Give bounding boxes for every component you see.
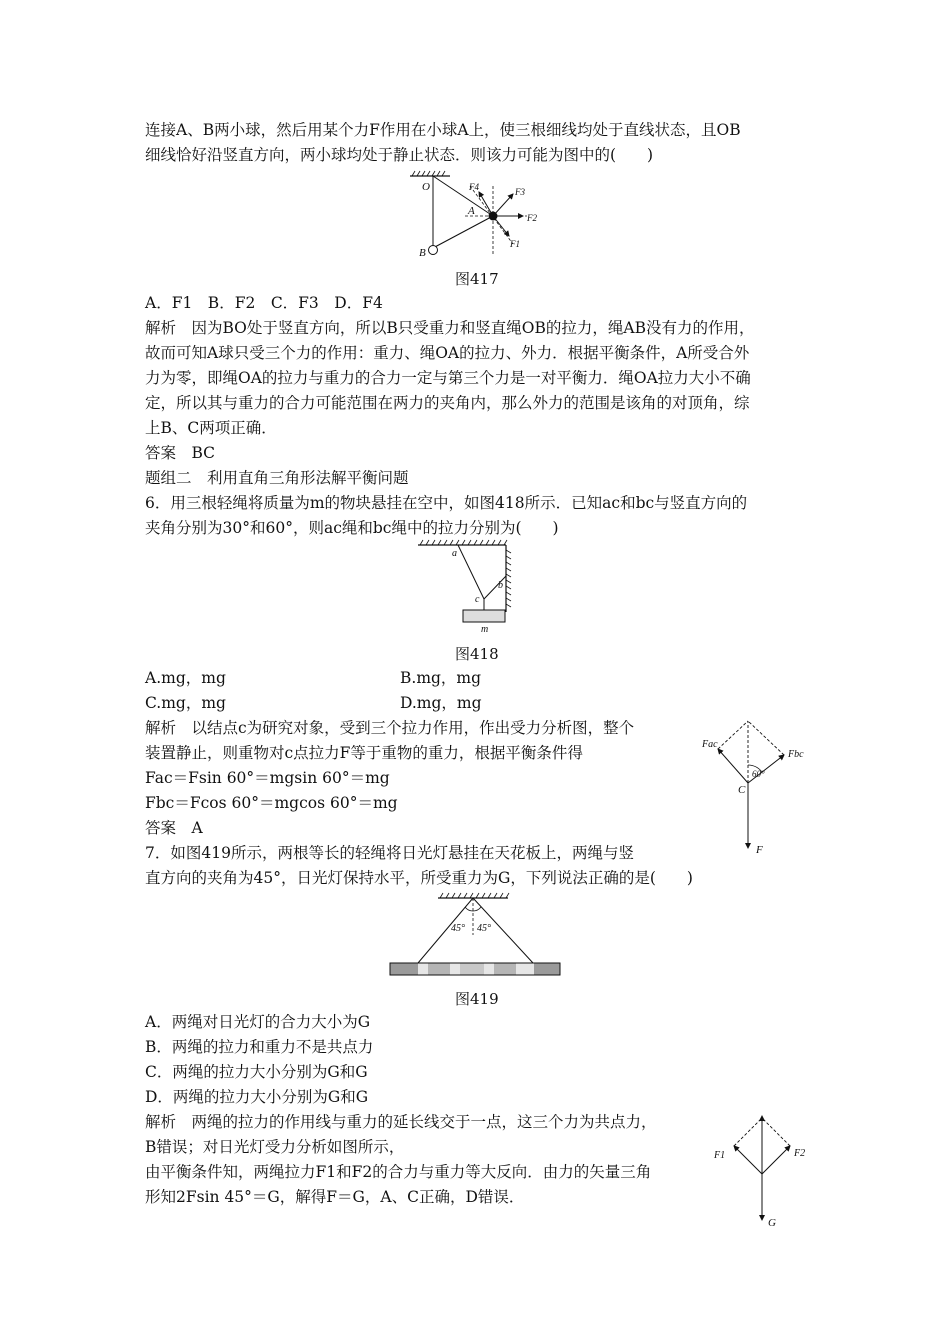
q7-analysis-line-1: 解析 两绳的拉力的作用线与重力的延长线交于一点，这三个力为共点力， xyxy=(145,1113,657,1131)
figure-418-caption: 图418 xyxy=(455,645,499,663)
q7-stem-line-2: 直方向的夹角为45°，日光灯保持水平，所受重力为G，下列说法正确的是( ) xyxy=(145,869,693,887)
label-a: A xyxy=(468,205,475,217)
q7-option-d: D．两绳的拉力大小分别为G和G xyxy=(145,1088,369,1106)
q6-analysis-line-4: Fbc＝Fcos 60°＝mgcos 60°＝mg xyxy=(145,794,398,812)
label-f4: F4 xyxy=(469,182,479,192)
q7-option-b: B．两绳的拉力和重力不是共点力 xyxy=(145,1038,374,1056)
figure-418 xyxy=(418,540,518,635)
svg-text:60°: 60° xyxy=(752,769,765,779)
q6-option-a: A.mg，mg xyxy=(145,669,226,687)
q5-analysis-line-1: 解析 因为BO处于竖直方向，所以B只受重力和竖直绳OB的拉力，绳AB没有力的作用， xyxy=(145,319,755,337)
figure-419 xyxy=(388,893,563,983)
figure-419-caption: 图419 xyxy=(455,990,499,1008)
svg-text:F1: F1 xyxy=(714,1150,726,1161)
q6-analysis-line-3: Fac＝Fsin 60°＝mgsin 60°＝mg xyxy=(145,769,390,787)
label-f1: F1 xyxy=(510,239,520,249)
force-f4 xyxy=(479,192,493,216)
q5-analysis-line-4: 定，所以其与重力的合力可能范围在两力的夹角内，那么外力的范围是该角的对顶角，综 xyxy=(145,394,750,412)
q5-stem-line-1: 连接A、B两小球，然后用某个力F作用在小球A上，使三根细线均处于直线状态，且OB xyxy=(145,121,741,139)
q7-analysis-line-2: B错误；对日光灯受力分析如图所示， xyxy=(145,1138,405,1156)
figure-q7-force-diagram xyxy=(712,1110,822,1230)
q6-option-b: B.mg，mg xyxy=(400,669,482,687)
label-b: B xyxy=(419,247,426,259)
rope-ac xyxy=(458,545,484,599)
block-m xyxy=(463,610,505,622)
q5-analysis-line-2: 故而可知A球只受三个力的作用：重力、绳OA的拉力、外力．根据平衡条件，A所受合外 xyxy=(145,344,750,362)
q5-analysis-line-5: 上B、C两项正确． xyxy=(145,419,277,437)
svg-text:a: a xyxy=(452,548,457,559)
ball-b xyxy=(429,246,438,255)
label-f2: F2 xyxy=(527,213,537,223)
svg-text:45°: 45° xyxy=(477,923,491,934)
svg-text:m: m xyxy=(481,624,489,635)
string-oa xyxy=(433,176,493,216)
svg-text:Fbc: Fbc xyxy=(788,749,804,760)
svg-text:G: G xyxy=(768,1217,776,1229)
string-ab xyxy=(433,216,493,248)
svg-text:c: c xyxy=(475,594,480,605)
svg-text:F2: F2 xyxy=(794,1148,806,1159)
svg-text:C: C xyxy=(738,784,746,796)
q7-analysis-line-3: 由平衡条件知，两绳拉力F1和F2的合力与重力等大反向．由力的矢量三角 xyxy=(145,1163,652,1181)
label-o: O xyxy=(422,181,430,193)
q5-analysis-line-3: 力为零，即绳OA的拉力与重力的合力一定与第三个力是一对平衡力．绳OA拉力大小不确 xyxy=(145,369,751,387)
q6-stem-line-1: 6．用三根轻绳将质量为m的物块悬挂在空中，如图418所示．已知ac和bc与竖直方向的 xyxy=(145,494,748,512)
q6-option-c: C.mg，mg xyxy=(145,694,226,712)
q5-options: A．F1 B．F2 C．F3 D．F4 xyxy=(145,294,383,312)
q6-option-d: D.mg，mg xyxy=(400,694,482,712)
group-title: 题组二 利用直角三角形法解平衡问题 xyxy=(145,469,409,487)
q6-analysis-line-1: 解析 以结点c为研究对象，受到三个拉力作用，作出受力分析图，整个 xyxy=(145,719,635,737)
label-f3: F3 xyxy=(515,187,525,197)
force-f1 xyxy=(493,216,509,236)
q7-stem-line-1: 7．如图419所示，两根等长的轻绳将日光灯悬挂在天花板上，两绳与竖 xyxy=(145,844,634,862)
q5-answer: 答案 BC xyxy=(145,444,216,462)
figure-q6-force-diagram xyxy=(700,715,810,855)
svg-text:Fac: Fac xyxy=(702,739,718,750)
q5-stem-line-2: 细线恰好沿竖直方向，两小球均处于静止状态．则该力可能为图中的( ) xyxy=(145,146,654,164)
q6-answer: 答案 A xyxy=(145,819,203,837)
svg-text:45°: 45° xyxy=(451,923,465,934)
q6-analysis-line-2: 装置静止，则重物对c点拉力F等于重物的重力，根据平衡条件得 xyxy=(145,744,583,762)
svg-text:b: b xyxy=(498,580,503,591)
q7-option-a: A．两绳对日光灯的合力大小为G xyxy=(145,1013,371,1031)
q6-stem-line-2: 夹角分别为30°和60°，则ac绳和bc绳中的拉力分别为( ) xyxy=(145,519,559,537)
figure-417 xyxy=(395,170,555,265)
figure-417-caption: 图417 xyxy=(455,270,499,288)
q7-analysis-line-4: 形知2Fsin 45°＝G，解得F＝G，A、C正确，D错误． xyxy=(145,1188,525,1206)
q7-option-c: C．两绳的拉力大小分别为G和G xyxy=(145,1063,368,1081)
svg-text:F: F xyxy=(756,844,763,856)
force-f3 xyxy=(493,194,513,216)
